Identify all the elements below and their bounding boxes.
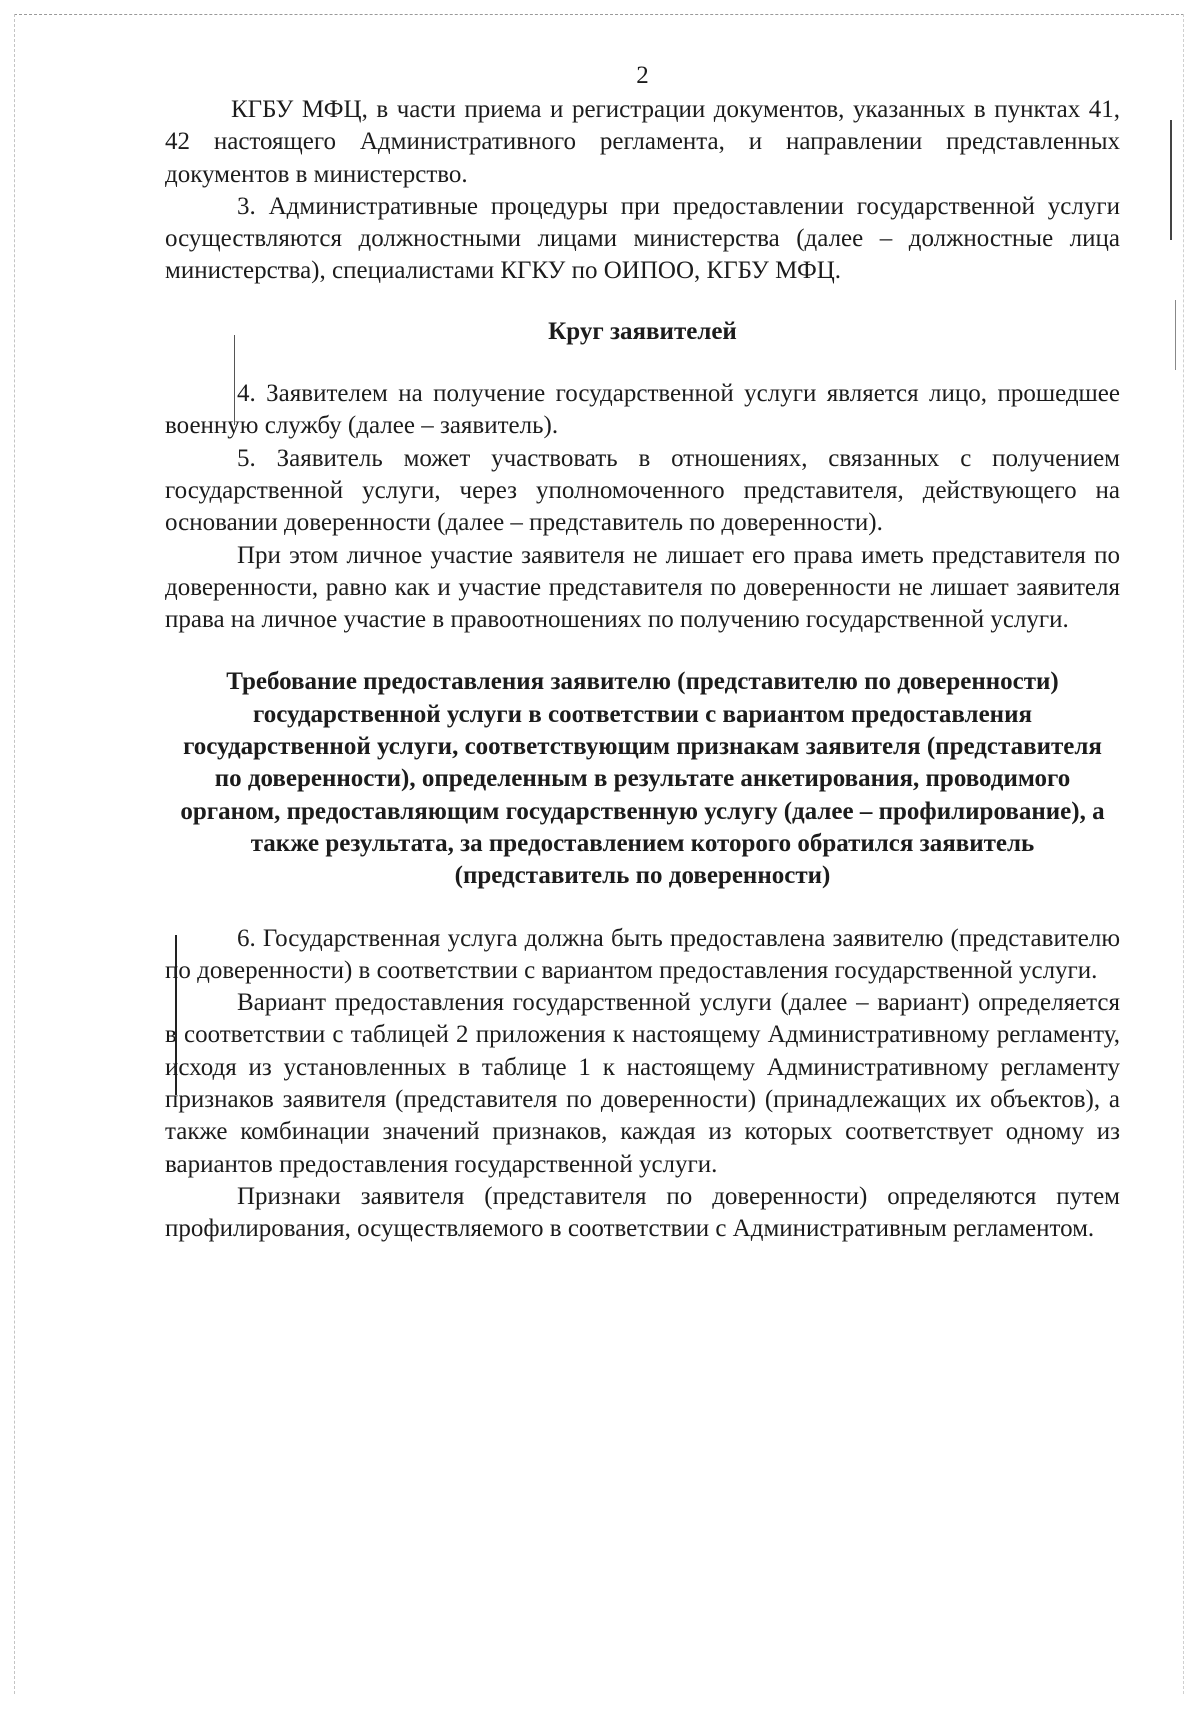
scan-edge-top <box>14 14 1184 15</box>
paragraph: 4. Заявителем на получение государственной услуги является лицо, прошедшее военную службу (далее – заявитель). <box>165 380 1120 440</box>
paragraph: 6. Государственная услуга должна быть предоставлена заявителю (представителю по доверенности) в соответствии с вариантом предоставления государственной услуги. <box>165 924 1120 984</box>
paragraph: Признаки заявителя (представителя по доверенности) определяются путем профилирования, осуществляемого в соответствии с Административным регламентом. <box>165 1182 1120 1243</box>
paragraph: 3. Административные процедуры при предоставлении государственной услуги осуществляются должностными лицами министерства (далее – должностные лица министерства), специалистами КГКУ по ОИПОО, КГБУ МФЦ. <box>165 192 1120 285</box>
paragraph: Вариант предоставления государственной услуги (далее – вариант) определяется в соответствии с таблицей 2 приложения к настоящему Административному регламенту, исходя из установленных в таблице 1 к настоящему Административному регламенту признаков заявителя (представителя по доверенности) (принадлежащих их объектов), а также комбинации значений признаков, каждая из которых соответствует одному из вариантов предоставления государственной услуги. <box>165 989 1120 1178</box>
paragraph: КГБУ МФЦ, в части приема и регистрации документов, указанных в пунктах 41, 42 настоящего Административного регламента, и направлении представленных документов в министерство. <box>165 96 1120 188</box>
document-page <box>165 60 1120 1246</box>
scan-mark <box>1175 300 1176 370</box>
paragraph: При этом личное участие заявителя не лишает его права иметь представителя по доверенности, равно как и участие представителя по доверенности не лишает заявителя права на личное участие в правоотношениях по получению государственной услуги. <box>165 541 1120 634</box>
paragraph: 5. Заявитель может участвовать в отношениях, связанных с получением государственной услуги, через уполномоченного представителя, действующего на основании доверенности (далее – представитель по доверенности). <box>165 444 1120 537</box>
scan-edge-right <box>1183 14 1184 1694</box>
section-heading-requirement: Требование предоставления заявителю (представителю по доверенности) государственной услуги в соответствии с вариантом предоставления государственной услуги, соответствующим признакам заявителя (представителя по доверенности), определенным в результате анкетирования, проводимого органом, предоставляющим государственную услугу (далее – профилирование), а также результата, за предоставлением которого обратился заявитель (представитель по доверенности) <box>180 668 1105 890</box>
page-number: 2 <box>636 62 649 89</box>
scan-edge-left <box>14 14 15 1694</box>
scan-mark <box>1170 120 1172 240</box>
section-heading-applicants: Круг заявителей <box>548 317 737 345</box>
